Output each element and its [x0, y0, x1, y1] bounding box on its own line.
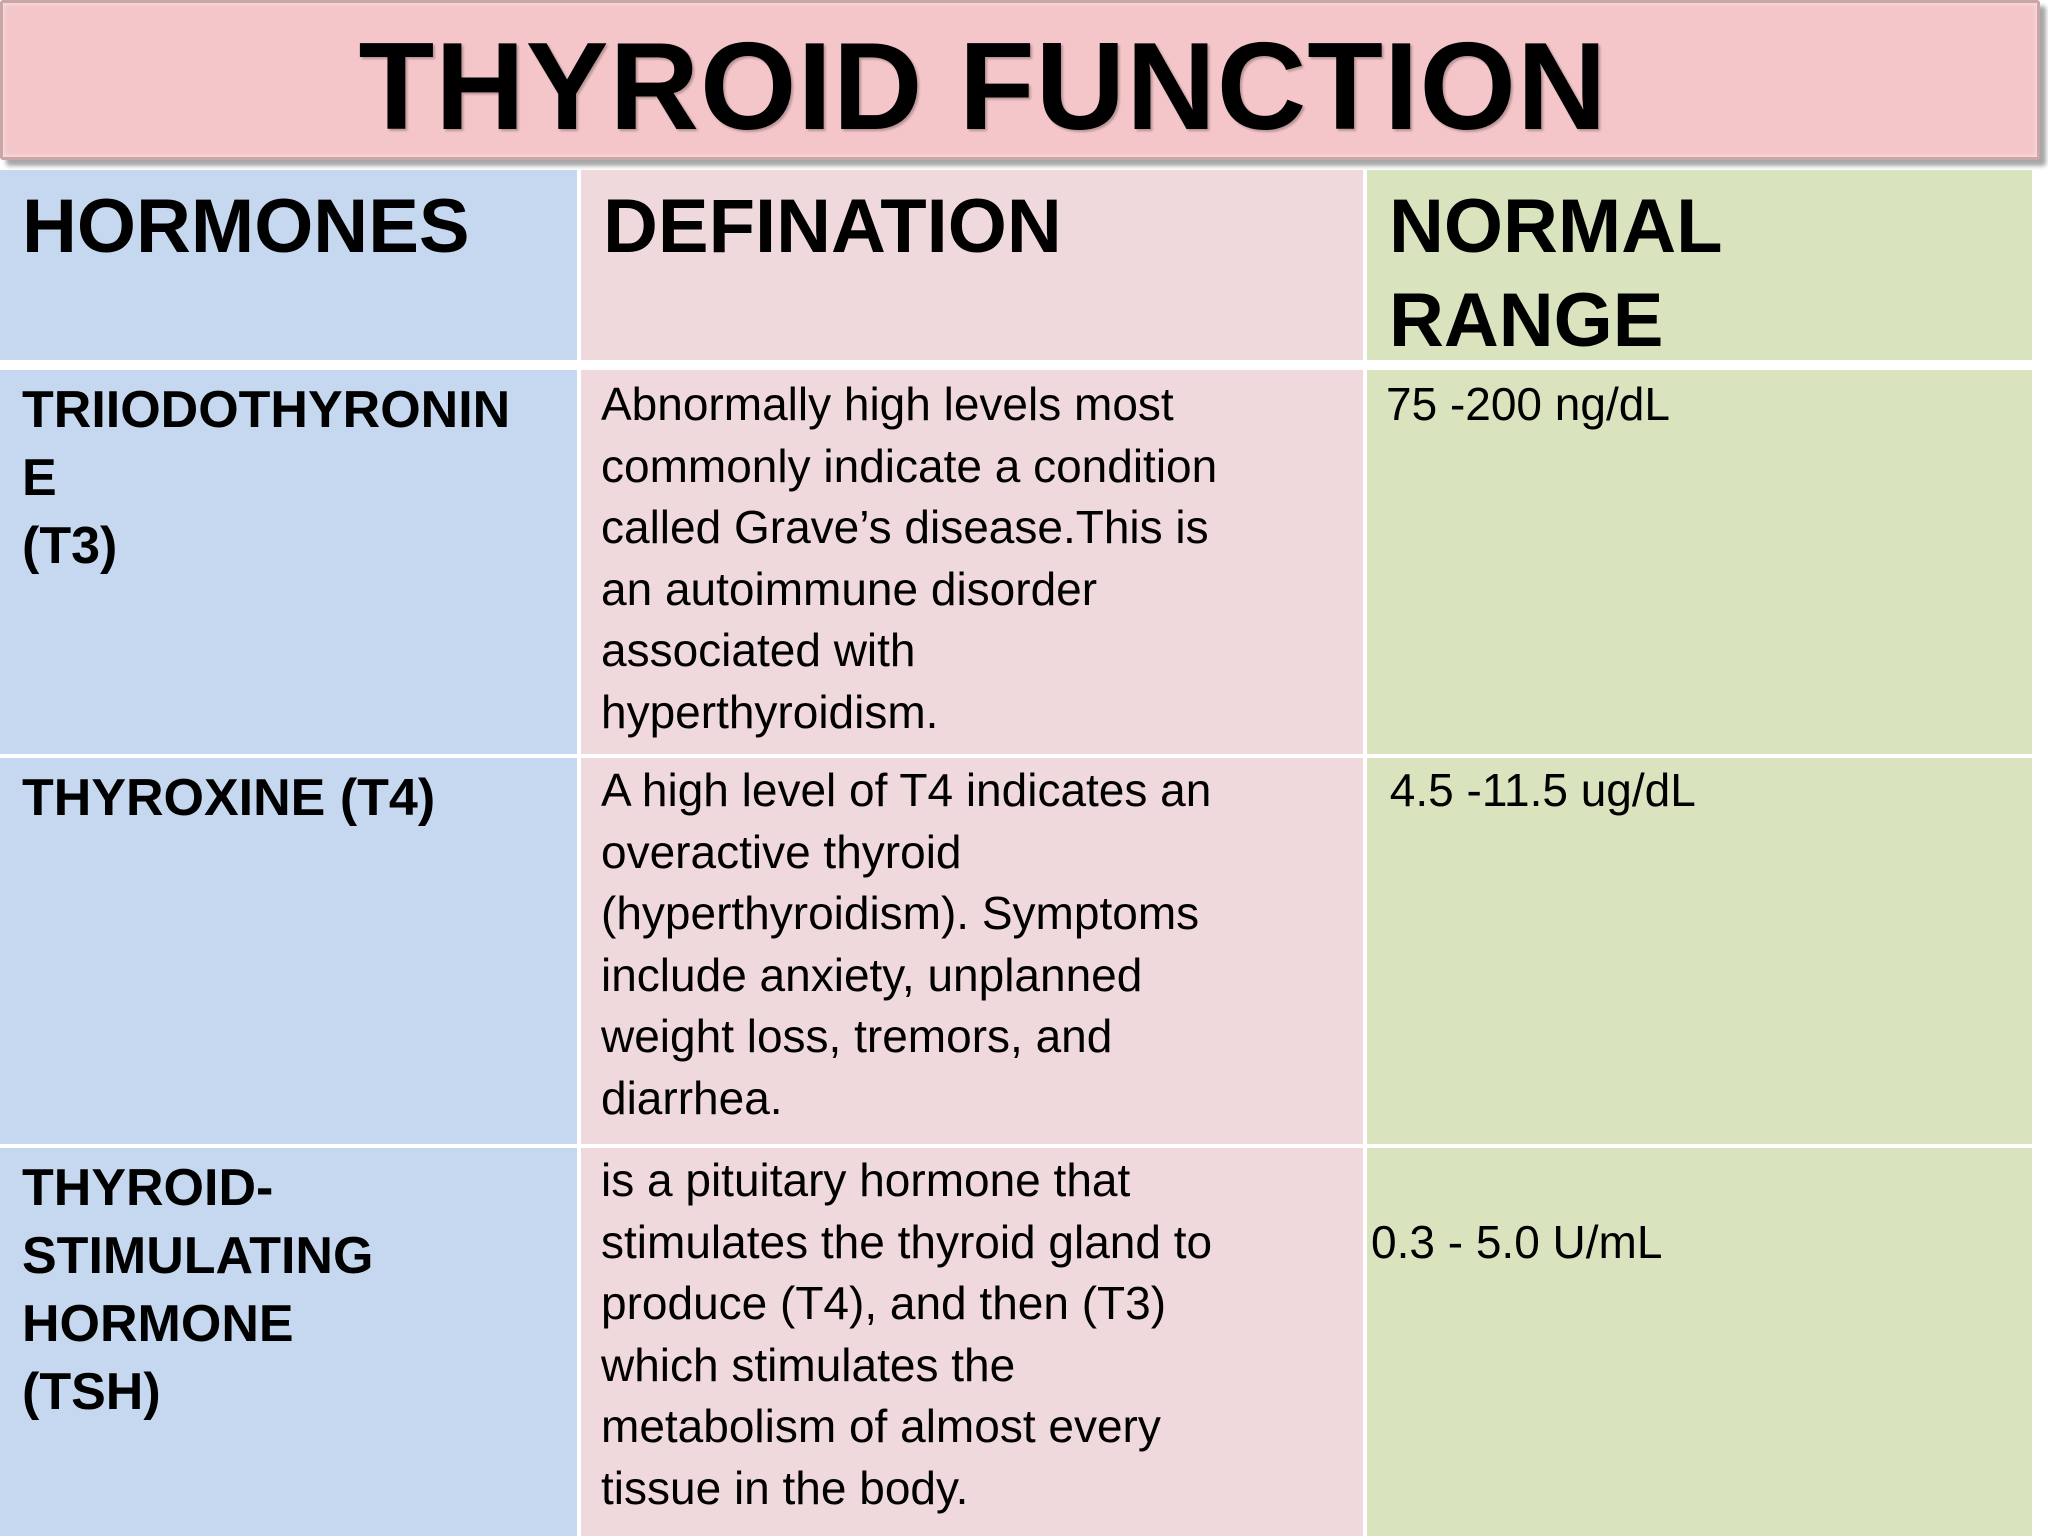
normal-range-value: 75 -200 ng/dL	[1386, 378, 1670, 430]
normal-range-value: 0.3 - 5.0 U/mL	[1371, 1216, 1663, 1268]
hormone-definition: Abnormally high levels most commonly indicate a condition called Grave’s disease.This is an autoimmune disorder associated with hyperthyroidism.	[601, 378, 1218, 738]
normal-range-value: 4.5 -11.5 ug/dL	[1377, 764, 1696, 816]
table-row-t4-definition	[581, 758, 1363, 1144]
table-row-tsh-definition	[581, 1148, 1363, 1536]
hormone-name: TRIIODOTHYRONIN E (T3)	[22, 381, 511, 575]
table-row-t3-definition	[581, 370, 1363, 754]
hormone-definition: is a pituitary hormone that stimulates the thyroid gland to produce (T4), and then (T3) which stimulates the metabolism of almost every tissue in the body.	[601, 1154, 1213, 1514]
hormone-definition: A high level of T4 indicates an overactive thyroid (hyperthyroidism). Symptoms include anxiety, unplanned weight loss, tremors, and diarrhea.	[601, 764, 1212, 1124]
header-cell-normal-range	[1367, 170, 2032, 363]
table-row-t4-range	[1367, 758, 2032, 1144]
header-cell-definition	[581, 170, 1363, 360]
header-cell-hormones	[0, 170, 577, 360]
column-header-definition: DEFINATION	[603, 184, 1062, 269]
column-header-hormones: HORMONES	[22, 184, 470, 269]
table-row-tsh-hormone	[0, 1148, 577, 1536]
table-row-t4-hormone	[0, 758, 577, 1144]
table-row-tsh-range	[1367, 1148, 2032, 1536]
table-row-t3-range	[1367, 370, 2032, 754]
column-header-normal-range: NORMAL RANGE	[1389, 184, 1723, 363]
title-banner	[0, 0, 2040, 160]
page-title: THYROID FUNCTION	[358, 18, 1608, 156]
table-row-t3-hormone	[0, 370, 577, 754]
hormone-name: THYROXINE (T4)	[22, 769, 436, 827]
thyroid-function-table	[0, 170, 2032, 1536]
hormone-name: THYROID- STIMULATING HORMONE (TSH)	[22, 1159, 374, 1421]
